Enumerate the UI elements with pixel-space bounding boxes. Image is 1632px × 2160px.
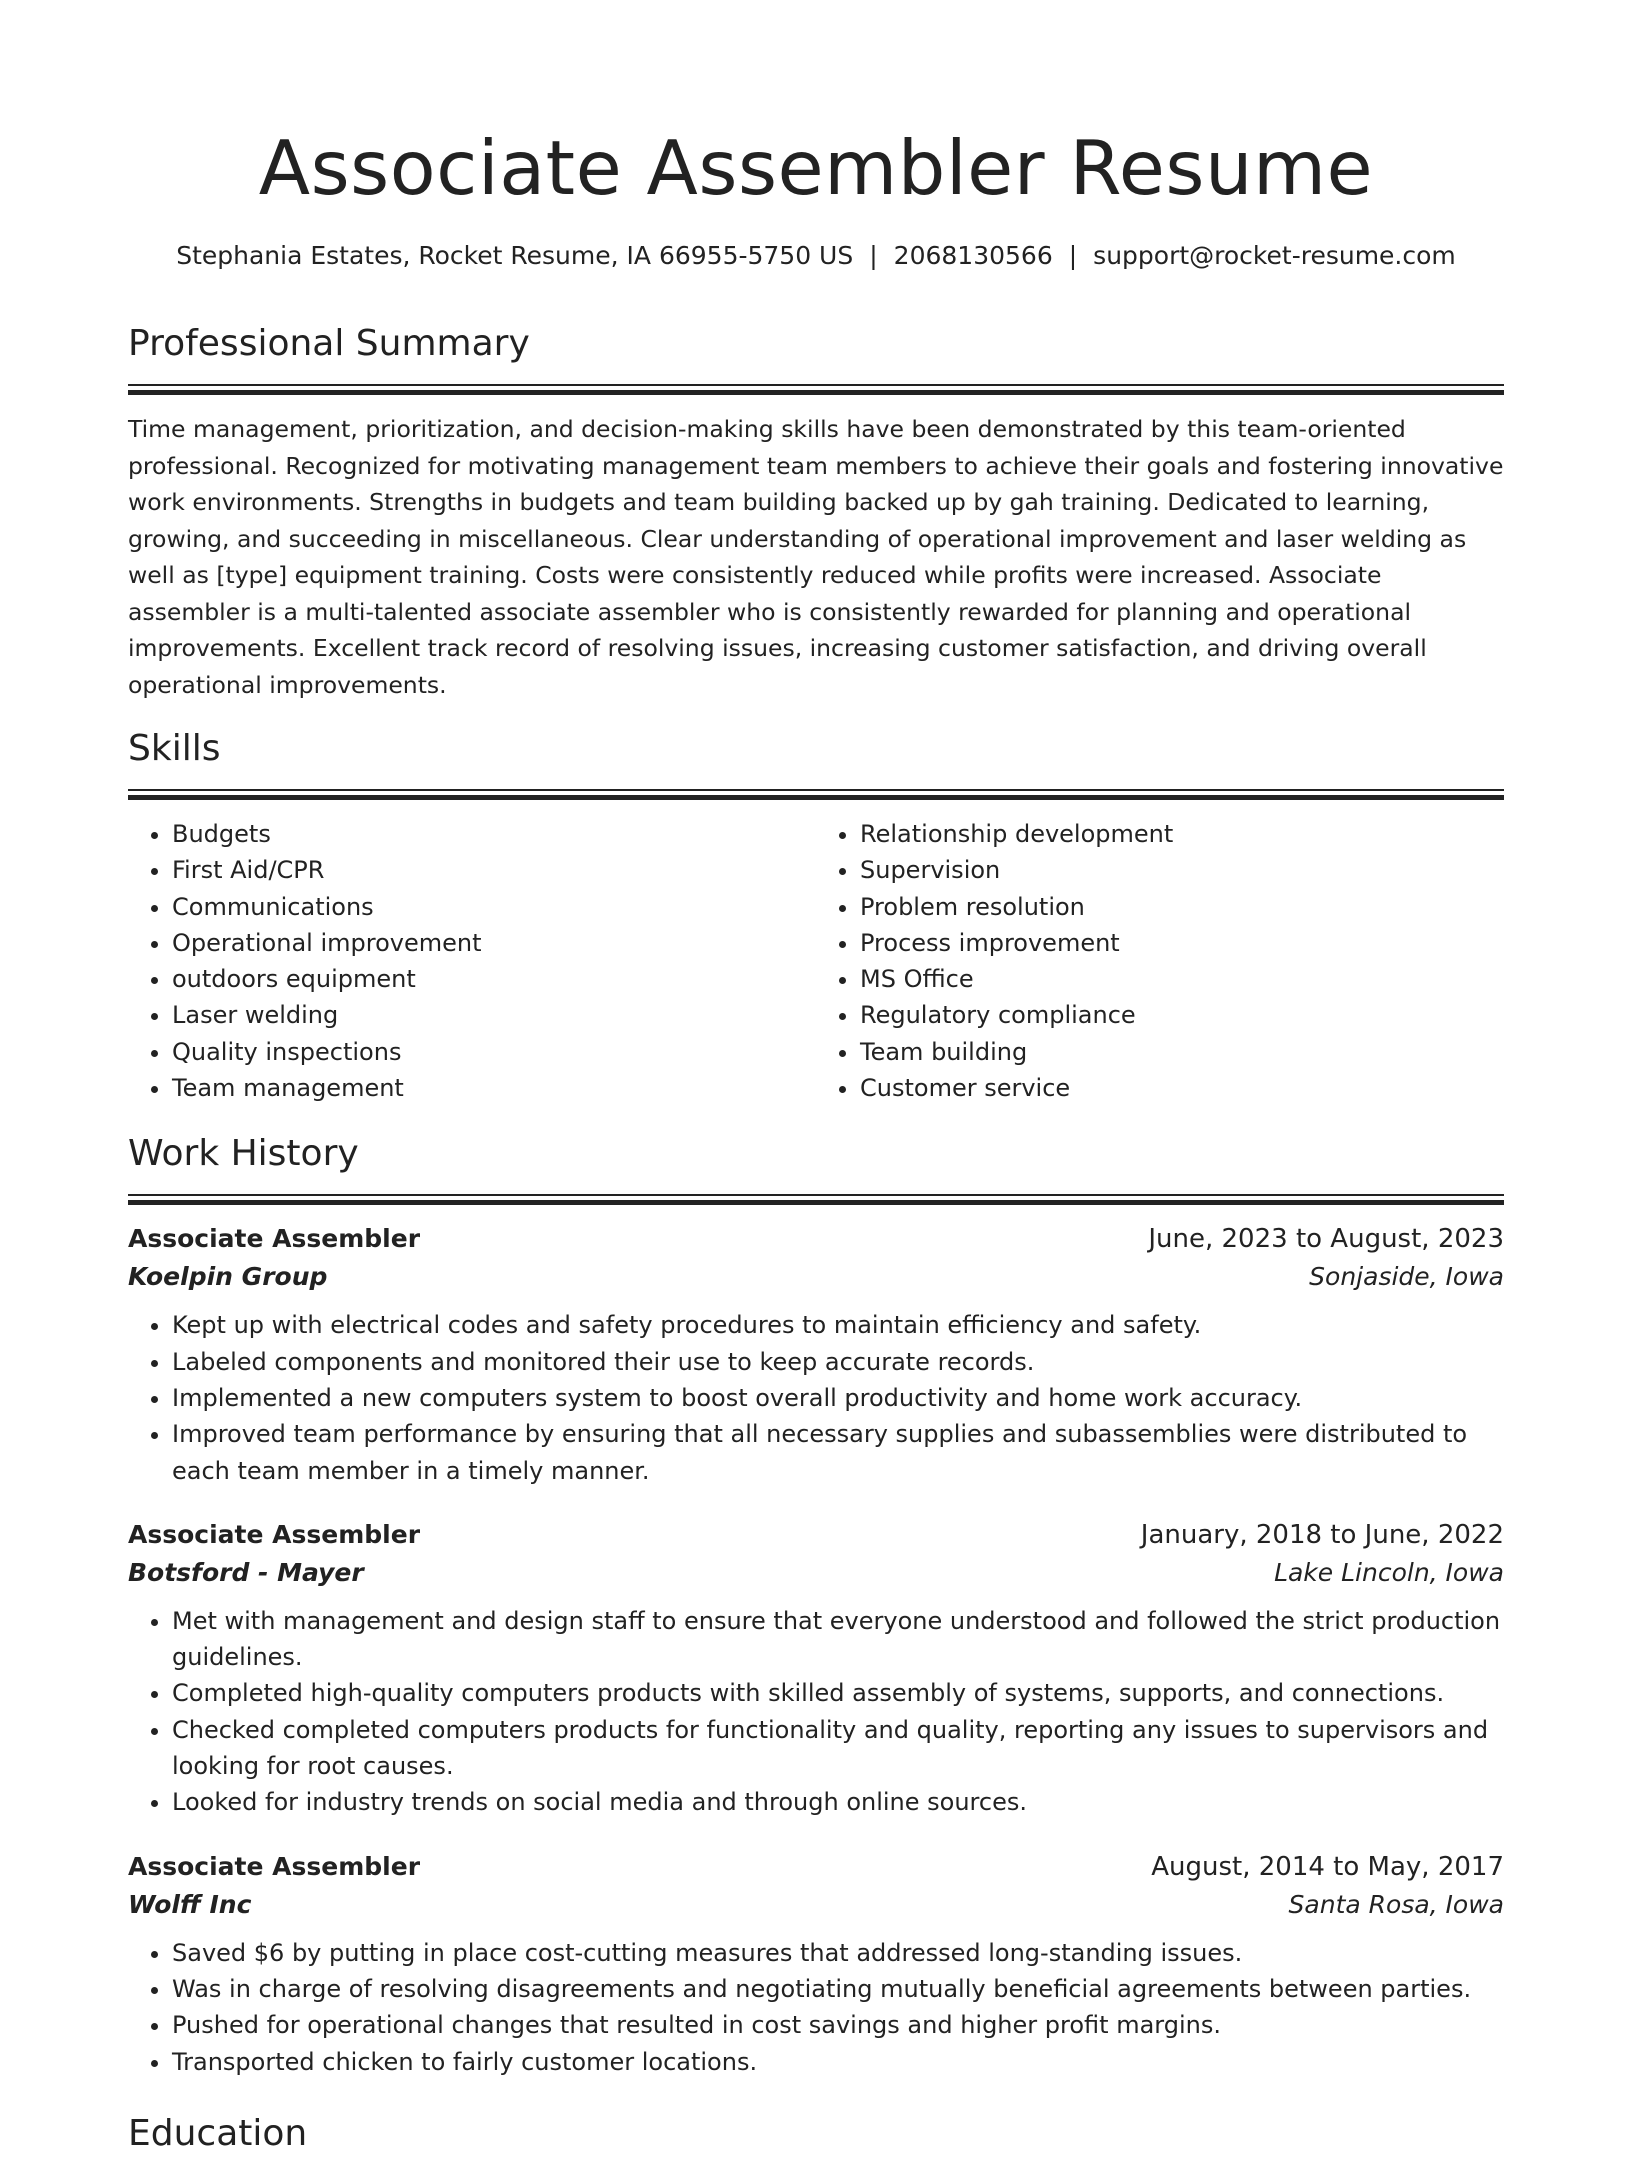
summary-heading: Professional Summary xyxy=(128,323,530,364)
skill-item: • Regulatory compliance xyxy=(860,997,1504,1033)
skill-item: • MS Office xyxy=(860,961,1504,997)
section-divider xyxy=(128,789,1504,800)
job-entry xyxy=(128,1517,1504,1821)
job-bullets xyxy=(128,1935,1504,2080)
job-location: Santa Rosa, Iowa xyxy=(1288,1889,1504,1919)
job-title: Associate Assembler xyxy=(128,1224,421,1254)
section-divider xyxy=(128,1194,1504,1205)
skill-item: • Quality inspections xyxy=(172,1034,816,1070)
skill-item: • Communications xyxy=(172,889,816,925)
job-location: Sonjaside, Iowa xyxy=(1309,1262,1504,1292)
skill-item: • Supervision xyxy=(860,852,1504,888)
contact-separator: | xyxy=(1068,241,1078,270)
skills-list-left xyxy=(128,816,816,1106)
job-bullet: • Improved team performance by ensuring that all necessary supplies and subassemblies were distributed to each team member in a timely manner. xyxy=(172,1416,1504,1489)
resume-content xyxy=(128,318,1504,2160)
job-company: Botsford - Mayer xyxy=(128,1557,364,1587)
skill-item: • Problem resolution xyxy=(860,889,1504,925)
education-heading: Education xyxy=(128,2112,308,2154)
summary-text: Time management, prioritization, and decision-making skills have been demonstrated by this team-oriented professional. Recognized for motivating management team members to achieve their goals and fostering innovative work environments. Strengths in budgets and team building backed up by gah training. Dedicated to learning, growing, and succeeding in miscellaneous. Clear understanding of operational improvement and laser welding as well as [type] equipment training. Costs were consistently reduced while profits were increased. Associate assembler is a multi-talented associate assembler who is consistently rewarded for planning and operational improvements. Excellent track record of resolving issues, increasing customer satisfaction, and driving overall operational improvements. xyxy=(128,415,1504,699)
job-bullet: • Labeled components and monitored their use to keep accurate records. xyxy=(172,1344,1504,1380)
skill-item: • First Aid/CPR xyxy=(172,852,816,888)
job-dates: August, 2014 to May, 2017 xyxy=(1151,1851,1504,1882)
skill-item: • Customer service xyxy=(860,1070,1504,1106)
contact-line xyxy=(0,238,1632,274)
job-bullet: • Transported chicken to fairly customer locations. xyxy=(172,2044,1504,2080)
job-company: Wolff Inc xyxy=(128,1889,252,1919)
job-bullets xyxy=(128,1603,1504,1821)
skill-item: • Laser welding xyxy=(172,997,816,1033)
job-location: Lake Lincoln, Iowa xyxy=(1274,1557,1504,1587)
job-dates: June, 2023 to August, 2023 xyxy=(1148,1224,1504,1255)
contact-address: Stephania Estates, Rocket Resume, IA 66955-5750 US xyxy=(176,241,854,270)
skill-item: • Budgets xyxy=(172,816,816,852)
job-company: Koelpin Group xyxy=(128,1262,328,1292)
job-entry xyxy=(128,1221,1504,1488)
job-bullet: • Was in charge of resolving disagreements and negotiating mutually beneficial agreements between parties. xyxy=(172,1971,1504,2007)
job-bullet: • Completed high-quality computers products with skilled assembly of systems, supports, and connections. xyxy=(172,1675,1504,1711)
skill-item: • outdoors equipment xyxy=(172,961,816,997)
job-bullet: • Met with management and design staff to ensure that everyone understood and followed the strict production guidelines. xyxy=(172,1603,1504,1676)
skill-item: • Team building xyxy=(860,1034,1504,1070)
skill-item: • Process improvement xyxy=(860,925,1504,961)
job-bullet: • Kept up with electrical codes and safety procedures to maintain efficiency and safety. xyxy=(172,1307,1504,1343)
contact-email: support@rocket-resume.com xyxy=(1093,241,1456,270)
skill-item: • Operational improvement xyxy=(172,925,816,961)
skills-list-right xyxy=(816,816,1504,1106)
job-entry xyxy=(128,1849,1504,2080)
skill-item: • Relationship development xyxy=(860,816,1504,852)
skills-columns xyxy=(128,816,1504,1106)
job-bullet: • Implemented a new computers system to boost overall productivity and home work accuracy. xyxy=(172,1380,1504,1416)
contact-phone: 2068130566 xyxy=(893,241,1053,270)
job-dates: January, 2018 to June, 2022 xyxy=(1140,1519,1504,1550)
job-bullet: • Looked for industry trends on social media and through online sources. xyxy=(172,1784,1504,1820)
work-history-heading: Work History xyxy=(128,1133,359,1175)
job-title: Associate Assembler xyxy=(128,1851,421,1881)
job-bullet: • Checked completed computers products for functionality and quality, reporting any issues to supervisors and looking for root causes. xyxy=(172,1712,1504,1785)
job-bullets xyxy=(128,1307,1504,1488)
skills-heading: Skills xyxy=(128,728,221,769)
job-bullet: • Saved $6 by putting in place cost-cutting measures that addressed long-standing issues. xyxy=(172,1935,1504,1971)
job-title: Associate Assembler xyxy=(128,1519,421,1549)
contact-separator: | xyxy=(869,241,878,270)
skill-item: • Team management xyxy=(172,1070,816,1106)
job-bullet: • Pushed for operational changes that resulted in cost savings and higher profit margins. xyxy=(172,2007,1504,2043)
resume-title: Associate Assembler Resume xyxy=(258,124,1374,212)
section-divider xyxy=(128,384,1504,395)
